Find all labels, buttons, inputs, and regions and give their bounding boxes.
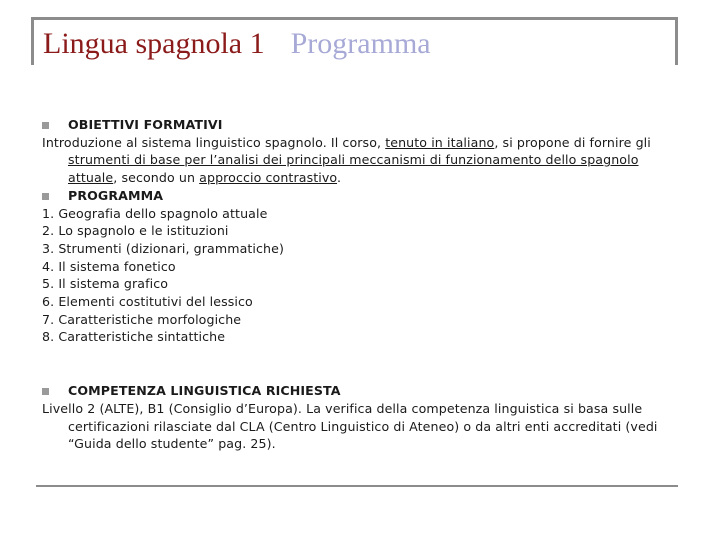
section-heading-programma [42,187,682,205]
section-heading-label: OBIETTIVI FORMATIVI [68,117,223,132]
slide-title-sub: Programma [290,27,431,60]
paragraph-text: Introduzione al sistema linguistico spagnolo. Il corso, [42,134,386,150]
list-item: 7. Caratteristiche morfologiche [42,311,242,327]
underlined-phrase: strumenti di base per l’analisi dei principali meccanismi di funzionamento dello spagnolo attuale [68,152,639,186]
section-heading-obiettivi [42,116,682,134]
programma-list [42,205,682,347]
section-heading-label: PROGRAMMA [68,187,164,203]
paragraph-text: . [337,170,342,186]
title-frame-top-border [31,17,678,20]
list-item: 3. Strumenti (dizionari, grammatiche) [42,240,284,256]
list-item: 5. Il sistema grafico [42,276,169,292]
slide-title [43,26,431,62]
paragraph-text: , si propone di fornire gli [494,134,651,150]
list-item: 1. Geografia dello spagnolo attuale [42,205,268,221]
square-bullet-icon [42,122,49,129]
list-item: 6. Elementi costitutivi del lessico [42,294,253,310]
list-item: 2. Lo spagnolo e le istituzioni [42,223,229,239]
list-item: 4. Il sistema fonetico [42,258,176,274]
underlined-phrase: tenuto in italiano [385,134,495,150]
slide-content [42,116,682,453]
list-item: 8. Caratteristiche sintattiche [42,329,226,345]
title-frame-right-border [675,17,678,65]
title-frame-left-border [31,17,34,65]
competenza-paragraph: Livello 2 (ALTE), B1 (Consiglio d’Europa). La verifica della competenza linguistica si basa sulle certificazioni rilasciate dal CLA (Centro Linguistico di Ateneo) o da altri enti accreditati (vedi “Guida dello studente” pag. 25). [42,400,658,452]
obiettivi-paragraph [42,134,682,187]
slide-title-main: Lingua spagnola 1 [43,27,265,60]
section-heading-competenza [42,382,682,400]
section-heading-label: COMPETENZA LINGUISTICA RICHIESTA [68,383,341,399]
square-bullet-icon [42,388,49,395]
underlined-phrase: approccio contrastivo [199,170,338,186]
spacer [42,346,682,382]
footer-divider [36,485,678,487]
square-bullet-icon [42,193,49,200]
paragraph-text: , secondo un [113,170,200,186]
